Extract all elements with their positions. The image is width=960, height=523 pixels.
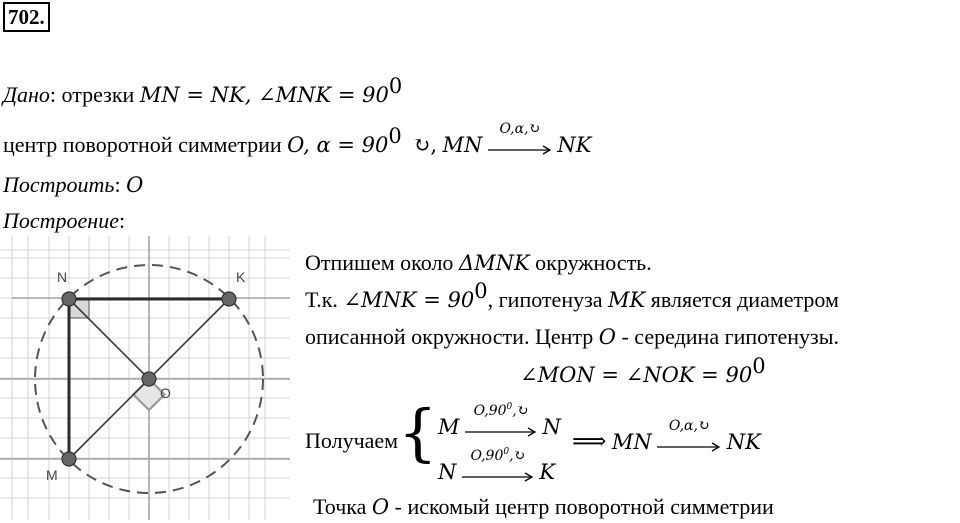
explanation-conclusion: Точка O - искомый центр поворотной симметрии	[313, 494, 774, 519]
system-brace: {	[398, 396, 438, 469]
center-text: центр поворотной симметрии	[3, 132, 282, 157]
system-row-2: N $O,90^0,↻$ K	[438, 447, 556, 484]
construct-label: Построить	[3, 172, 115, 197]
long-arrow-icon	[465, 427, 537, 437]
problem-number: 702.	[3, 2, 50, 32]
get-label: Получаем	[305, 428, 399, 453]
label-k: K	[236, 269, 246, 285]
label-o: O	[160, 385, 171, 401]
given-formula: MN = NK, ∠MNK = 90	[139, 83, 389, 107]
construction-figure	[0, 236, 290, 520]
explanation-line-4: ∠MON = ∠NOK = $90^0$	[520, 354, 766, 387]
center-line: центр поворотной симметрии O, $\alpha = 90^0$ ↻, MN O,α,↻ NK	[3, 132, 591, 161]
explanation-line-1: Отпишем около ΔMNK окружность.	[305, 250, 652, 275]
center-to: NK	[557, 133, 592, 157]
label-m: M	[46, 467, 58, 483]
system-result: ⟹ MN O,α,↻ NK	[572, 418, 761, 455]
center-arrow-label: O,α,↻	[499, 121, 541, 137]
long-arrow-icon	[488, 145, 552, 155]
explanation-line-2: Т.к. ∠MNK = $90^0$, гипотенуза MK является диаметром	[305, 279, 839, 312]
point-m	[62, 452, 76, 466]
point-n	[62, 292, 76, 306]
system-row-1: M $O,90^0,↻$ N	[438, 402, 561, 439]
construction-heading: Построение:	[3, 208, 126, 233]
given-text: отрезки	[61, 82, 135, 107]
center-from: MN	[442, 133, 483, 157]
point-o	[142, 372, 156, 386]
construction-label: Построение	[3, 208, 119, 233]
given-line: Дано: отрезки MN = NK, ∠MNK = $90^0$	[3, 74, 403, 107]
long-arrow-icon	[657, 442, 721, 452]
construct-line: Построить: O	[3, 172, 144, 197]
rotation-icon: ↻,	[412, 133, 437, 157]
label-n: N	[57, 269, 68, 285]
center-formula: O, α = 90	[287, 133, 389, 157]
construct-value: O	[126, 173, 144, 197]
explanation-line-3: описанной окружности. Центр O - середина гипотенузы.	[305, 324, 839, 349]
given-label: Дано	[3, 82, 50, 107]
long-arrow-icon	[462, 472, 534, 482]
point-k	[222, 292, 236, 306]
implies-icon: ⟹	[572, 427, 607, 455]
center-arrow	[488, 121, 552, 161]
